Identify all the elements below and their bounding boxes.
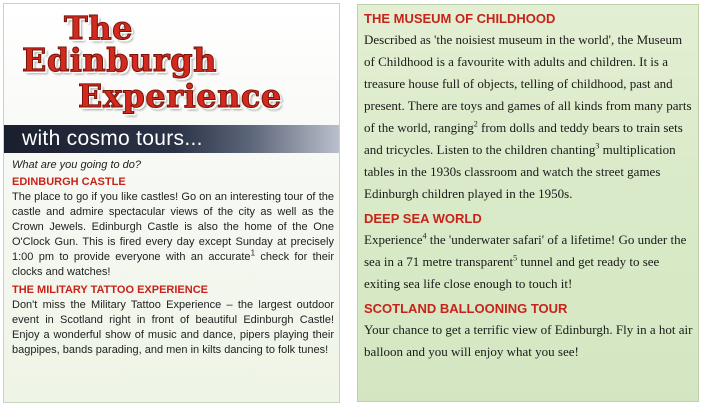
section-body-ballooning: Your chance to get a terrific view of Edinburgh. Fly in a hot air balloon and you will enjoy what you see!	[364, 322, 693, 359]
deep-sea-text-1: Experience	[364, 232, 423, 247]
banner-fade	[249, 125, 339, 153]
footnote-5: 5	[513, 253, 518, 263]
right-article	[364, 11, 694, 369]
left-article	[12, 158, 334, 362]
footnote-2: 2	[473, 119, 478, 129]
section-body-tattoo: Don't miss the Military Tattoo Experience – the largest outdoor event in Scotland right in front of beautiful Edinburgh Castle! Enjoy a wonderful show of music and dance, pipers playing their bagpipes, bands parading, and men in kilts dancing to folk tunes!	[12, 299, 334, 356]
castle-text-2: check for their clocks and watches!	[12, 251, 335, 278]
title-block	[4, 4, 339, 122]
title-line-3: Experience	[78, 77, 282, 115]
section-body-castle	[12, 190, 334, 280]
right-panel	[357, 4, 699, 402]
title-line-1: The	[64, 9, 133, 47]
deep-sea-text-2: the 'underwater safari' of a lifetime! Go under the sea in a 71 metre transparent	[364, 232, 687, 269]
deep-sea-text-3: tunnel and get ready to see exiting sea life close enough to touch it!	[364, 254, 660, 291]
section-heading-castle: EDINBURGH CASTLE	[12, 176, 126, 188]
section-heading-tattoo: THE MILITARY TATTOO EXPERIENCE	[12, 284, 208, 296]
footnote-4: 4	[422, 231, 427, 241]
footnote-3: 3	[595, 141, 600, 151]
castle-text-1: The place to go if you like castles! Go on an interesting tour of the castle and admire spectacular views of the city as well as the Crown Jewels. Edinburgh Castle is also the home of the One O'Clock Gun. This is fired every day except Sunday at precisely 1:00 pm to provide everyone with an accurate	[12, 191, 334, 263]
section-heading-ballooning: SCOTLAND BALLOONING TOUR	[364, 301, 568, 316]
left-panel	[3, 3, 340, 403]
cosmo-tours-banner: with cosmo tours...	[4, 125, 249, 153]
footnote-1: 1	[250, 248, 256, 258]
museum-text-2: from dolls and teddy bears to train sets and tricycles. Listen to the children chanting	[364, 120, 683, 157]
museum-text-1: Described as 'the noisiest museum in the world', the Museum of Childhood is a favourite with adults and children. It is a treasure house full of objects, telling of childhood, past and present. There are toys and games of all kinds from many parts of the world, ranging	[364, 32, 692, 135]
museum-text-3: multiplication tables in the 1930s classroom and watch the street games Edinburgh children played in the 1950s.	[364, 142, 676, 201]
title-line-2: Edinburgh	[22, 41, 217, 79]
section-heading-deep-sea: DEEP SEA WORLD	[364, 211, 482, 226]
section-body-deep-sea	[364, 229, 694, 295]
intro-question: What are you going to do?	[12, 159, 142, 171]
section-heading-museum: THE MUSEUM OF CHILDHOOD	[364, 11, 556, 26]
section-body-museum	[364, 29, 694, 205]
